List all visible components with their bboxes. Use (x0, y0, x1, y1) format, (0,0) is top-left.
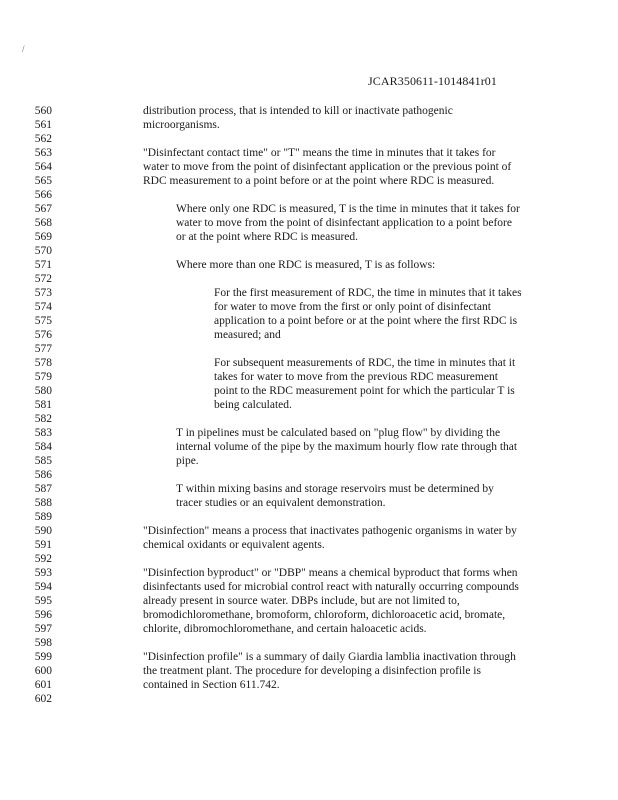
line-text: T within mixing basins and storage reservoirs must be determined by (176, 483, 494, 495)
line-text: Where only one RDC is measured, T is the time in minutes that it takes for (176, 203, 520, 215)
line-text: "Disinfection" means a process that inactivates pathogenic organisms in water by (143, 525, 517, 537)
line-number: 582 (34, 413, 52, 425)
line-number: 580 (34, 385, 52, 397)
line-text: RDC measurement to a point before or at the point where RDC is measured. (143, 175, 495, 187)
line-text: contained in Section 611.742. (143, 679, 280, 691)
line-number: 589 (34, 511, 52, 523)
line-text: Where more than one RDC is measured, T is as follows: (176, 259, 436, 271)
line-number: 569 (34, 231, 52, 243)
margin-tick-mark: / (22, 44, 25, 54)
line-number: 602 (34, 693, 52, 705)
line-number: 588 (34, 497, 52, 509)
line-text: microorganisms. (143, 119, 220, 131)
line-number: 571 (34, 259, 52, 271)
line-number: 592 (34, 553, 52, 565)
line-number: 585 (34, 455, 52, 467)
line-text: tracer studies or an equivalent demonstration. (176, 497, 386, 509)
line-text: internal volume of the pipe by the maximum hourly flow rate through that (176, 441, 518, 453)
line-text: For subsequent measurements of RDC, the time in minutes that it (214, 357, 516, 369)
line-number: 591 (34, 539, 52, 551)
line-number: 575 (34, 315, 52, 327)
line-text: chlorite, dibromochloromethane, and certain haloacetic acids. (143, 623, 427, 635)
line-text: For the first measurement of RDC, the time in minutes that it takes (214, 287, 522, 299)
line-text: or at the point where RDC is measured. (176, 231, 359, 243)
line-text: measured; and (214, 329, 281, 341)
line-text: chemical oxidants or equivalent agents. (143, 539, 325, 551)
line-number: 583 (34, 427, 52, 439)
line-number: 579 (34, 371, 52, 383)
line-number: 601 (34, 679, 52, 691)
line-number: 561 (34, 119, 52, 131)
line-text: "Disinfection byproduct" or "DBP" means a chemical byproduct that forms when (143, 567, 518, 579)
line-text: bromodichloromethane, bromoform, chloroform, dichloroacetic acid, bromate, (143, 609, 506, 621)
line-text: for water to move from the first or only point of disinfectant (214, 301, 491, 313)
line-text: water to move from the point of disinfectant application or the previous point of (143, 161, 512, 173)
line-text: being calculated. (214, 399, 292, 411)
line-text: disinfectants used for microbial control react with naturally occurring compounds (143, 581, 519, 593)
line-number: 586 (34, 469, 52, 481)
line-text: "Disinfection profile" is a summary of daily Giardia lamblia inactivation through (143, 651, 516, 663)
line-number: 566 (34, 189, 52, 201)
line-number: 562 (34, 133, 52, 145)
line-number: 578 (34, 357, 52, 369)
line-number: 567 (34, 203, 52, 215)
line-number: 600 (34, 665, 52, 677)
line-number: 577 (34, 343, 52, 355)
line-number: 595 (34, 595, 52, 607)
line-text: pipe. (176, 455, 199, 467)
line-number: 596 (34, 609, 52, 621)
line-number: 570 (34, 245, 52, 257)
line-text: application to a point before or at the point where the first RDC is (214, 315, 518, 327)
line-number: 581 (34, 399, 52, 411)
line-number: 593 (34, 567, 52, 579)
line-text: point to the RDC measurement point for which the particular T is (214, 385, 515, 397)
line-number: 574 (34, 301, 52, 313)
line-number: 597 (34, 623, 52, 635)
line-number: 572 (34, 273, 52, 285)
line-number: 590 (34, 525, 52, 537)
line-number: 560 (34, 105, 52, 117)
line-text: distribution process, that is intended to kill or inactivate pathogenic (143, 105, 453, 117)
line-number: 584 (34, 441, 52, 453)
line-text: T in pipelines must be calculated based on "plug flow" by dividing the (176, 427, 501, 439)
line-text: water to move from the point of disinfectant application to a point before (176, 217, 512, 229)
line-text: already present in source water. DBPs include, but are not limited to, (143, 595, 460, 607)
line-text: takes for water to move from the previous RDC measurement (214, 371, 498, 383)
line-number: 564 (34, 161, 52, 173)
line-text: "Disinfectant contact time" or "T" means the time in minutes that it takes for (143, 147, 496, 159)
line-text: the treatment plant. The procedure for developing a disinfection profile is (143, 665, 481, 677)
line-number: 563 (34, 147, 52, 159)
line-number: 587 (34, 483, 52, 495)
line-number: 568 (34, 217, 52, 229)
line-number: 565 (34, 175, 52, 187)
line-number: 573 (34, 287, 52, 299)
line-number: 594 (34, 581, 52, 593)
line-number: 599 (34, 651, 52, 663)
line-number: 576 (34, 329, 52, 341)
line-number: 598 (34, 637, 52, 649)
document-id: JCAR350611-1014841r01 (368, 74, 497, 88)
